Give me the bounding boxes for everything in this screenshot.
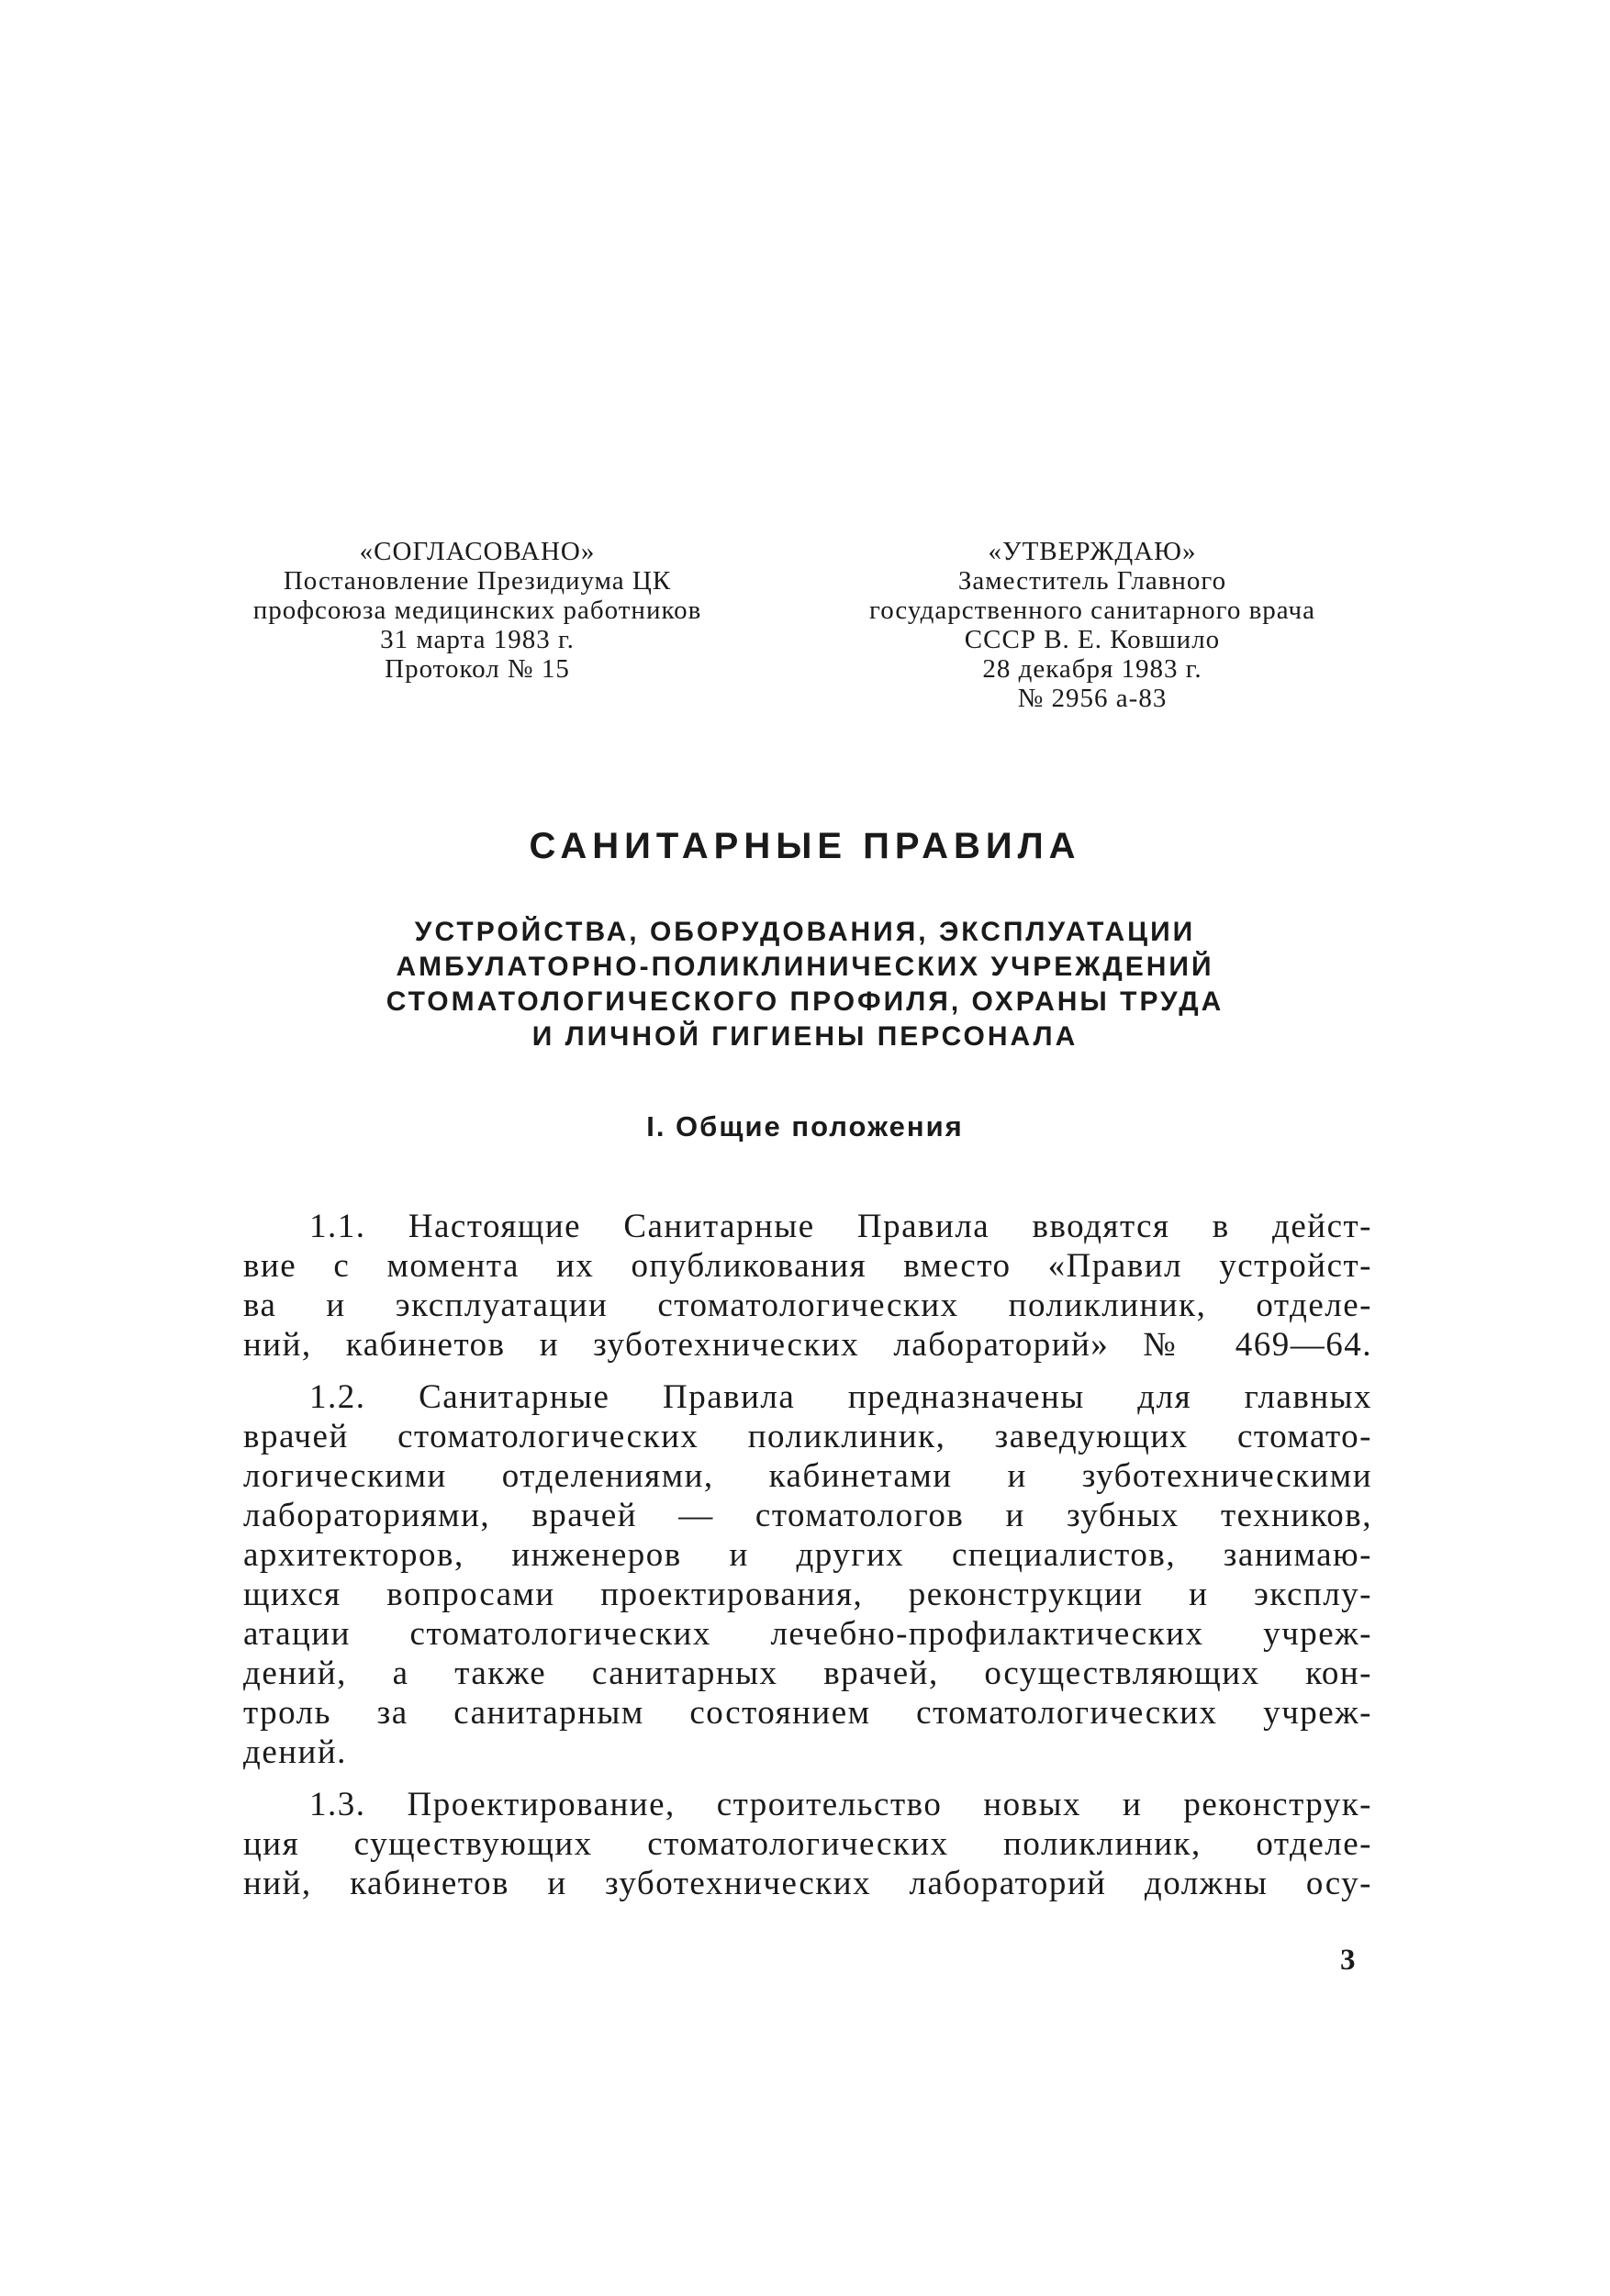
body-text bbox=[243, 1207, 1372, 1916]
approval-approved-line: СССР В. Е. Ковшило bbox=[964, 625, 1221, 654]
paragraph-line: щихся вопросами проектирования, реконструкции и эксплу- bbox=[243, 1576, 1372, 1613]
paragraph-line: лабораториями, врачей — стоматологов и зубных техников, bbox=[243, 1497, 1372, 1534]
paragraph-1-3 bbox=[243, 1785, 1372, 1903]
paragraph-line: ний, кабинетов и зуботехнических лабораторий» № 469—64. bbox=[243, 1326, 1372, 1364]
approval-block-agreed bbox=[174, 537, 780, 684]
approval-agreed-protocol: Протокол № 15 bbox=[385, 654, 570, 684]
subtitle-line: СТОМАТОЛОГИЧЕСКОГО ПРОФИЛЯ, ОХРАНЫ ТРУДА bbox=[386, 986, 1224, 1017]
approval-approved-line: Заместитель Главного bbox=[957, 566, 1227, 596]
subtitle-line: И ЛИЧНОЙ ГИГИЕНЫ ПЕРСОНАЛА bbox=[531, 1021, 1079, 1052]
paragraph-line: ва и эксплуатации стоматологических поликлиник, отделе- bbox=[243, 1287, 1372, 1324]
paragraph-line: атации стоматологических лечебно-профилактических учреж- bbox=[243, 1615, 1372, 1653]
paragraph-line: 1.2. Санитарные Правила предназначены для главных bbox=[309, 1378, 1372, 1416]
subtitle-line: УСТРОЙСТВА, ОБОРУДОВАНИЯ, ЭКСПЛУАТАЦИИ bbox=[414, 917, 1196, 947]
paragraph-line: ция существующих стоматологических поликлиник, отделе- bbox=[243, 1825, 1372, 1863]
paragraph-line: троль за санитарным состоянием стоматологических учреж- bbox=[243, 1694, 1372, 1732]
paragraph-1-2 bbox=[243, 1377, 1372, 1772]
section-heading: I. Общие положения bbox=[646, 1110, 964, 1142]
paragraph-line: дений. bbox=[243, 1733, 347, 1771]
paragraph-line: 1.1. Настоящие Санитарные Правила вводятся в дейст- bbox=[309, 1208, 1372, 1245]
page-number: 3 bbox=[1340, 1944, 1356, 1977]
approval-approved-line: государственного санитарного врача bbox=[869, 596, 1315, 625]
document-title: САНИТАРНЫЕ ПРАВИЛА bbox=[529, 826, 1081, 866]
approval-agreed-date: 31 марта 1983 г. bbox=[380, 625, 575, 654]
subtitle-line: АМБУЛАТОРНО-ПОЛИКЛИНИЧЕСКИХ УЧРЕЖДЕНИЙ bbox=[396, 952, 1214, 982]
paragraph-line: вие с момента их опубликования вместо «Правил устройст- bbox=[243, 1247, 1372, 1285]
approval-approved-heading: «УТВЕРЖДАЮ» bbox=[988, 537, 1197, 566]
paragraph-1-1 bbox=[243, 1207, 1372, 1365]
approval-agreed-heading: «СОГЛАСОВАНО» bbox=[359, 537, 596, 566]
approval-agreed-line: профсоюза медицинских работников bbox=[252, 596, 702, 625]
paragraph-line: врачей стоматологических поликлиник, заведующих стомато- bbox=[243, 1418, 1372, 1455]
paragraph-line: логическими отделениями, кабинетами и зуботехническими bbox=[243, 1457, 1372, 1495]
approval-block-approved bbox=[789, 537, 1395, 713]
approval-approved-date: 28 декабря 1983 г. bbox=[982, 654, 1202, 684]
approval-approved-number: № 2956 а-83 bbox=[1017, 684, 1168, 713]
approval-agreed-line: Постановление Президиума ЦК bbox=[283, 566, 672, 596]
paragraph-line: дений, а также санитарных врачей, осуществляющих кон- bbox=[243, 1655, 1372, 1692]
document-subtitle bbox=[0, 915, 1610, 1054]
paragraph-line: ний, кабинетов и зуботехнических лабораторий должны осу- bbox=[243, 1865, 1372, 1902]
paragraph-line: 1.3. Проектирование, строительство новых и реконструк- bbox=[309, 1786, 1372, 1823]
paragraph-line: архитекторов, инженеров и других специалистов, занимаю- bbox=[243, 1536, 1372, 1574]
